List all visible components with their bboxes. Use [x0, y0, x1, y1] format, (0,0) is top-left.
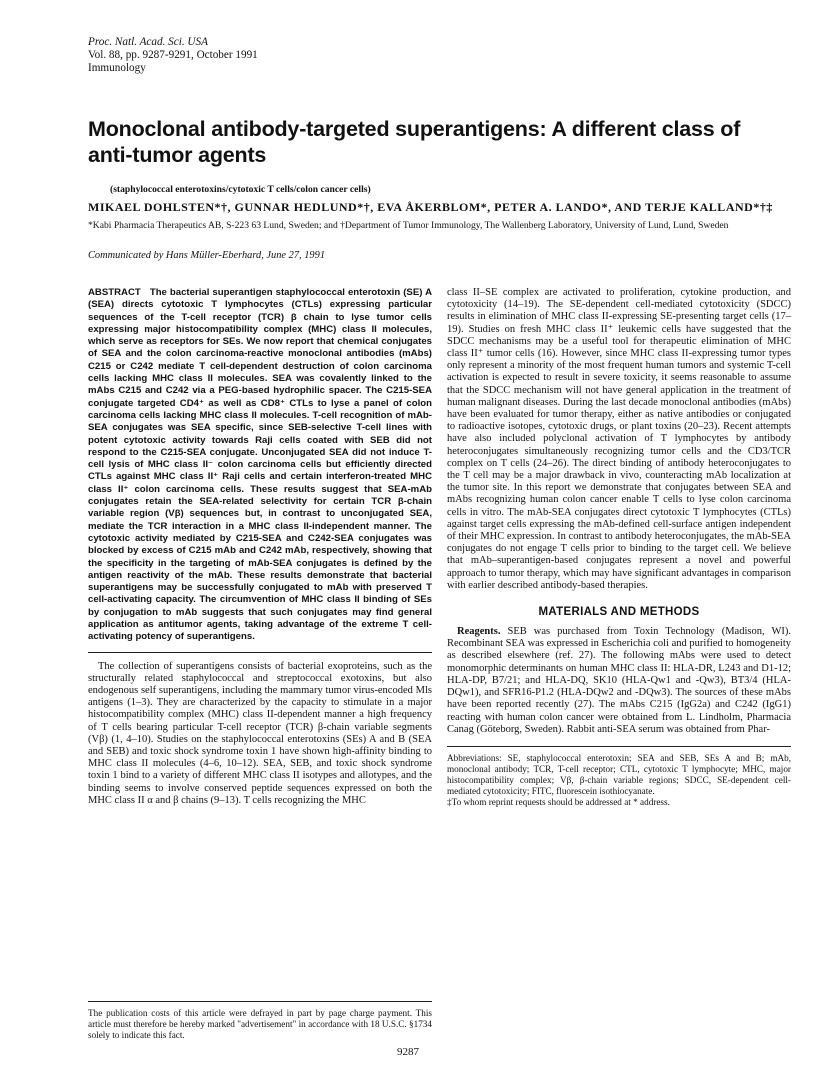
article-keywords: (staphylococcal enterotoxins/cytotoxic T cells/colon cancer cells) [110, 184, 371, 195]
methods-heading: MATERIALS AND METHODS [538, 606, 700, 619]
abstract-label: ABSTRACT [88, 287, 141, 298]
introduction-right: class II–SE complex are activated to proliferation, cytokine production, and cytotoxicity (14–19). The SE-dependent cell-mediated cytotoxicity (SDCC) results in elimination of MHC class II-expressing SE-presenting target cells (17–19). Studies on fresh MHC class II⁺ leukemic cells have suggested that the SDCC mechanisms may be a useful tool for therapeutic elimination of MHC class II⁺ tumor cells (16). However, since MHC class II-expressing tumor types only represent a minority of the most frequent human tumors and systemic T-cell activation is expected to result in severe toxicity, it seems reasonable to assume that the SDCC mechanism will not have general application in the treatment of human malignant diseases. During the last decade monoclonal antibodies (mAbs) have been evaluated for tumor therapy, either as native antibodies or conjugated to radioactive isotopes, cytotoxic drugs, or plant toxins (20–23). Recent attempts have also included polyclonal activation of T lymphocytes by antibody heteroconjugates simultaneously recognizing tumor cells and the CD3/TCR complex on T cells (24–26). The direct binding of antibody heteroconjugates to the T cell may be a major drawback in vivo, counteracting mAb localization at the tumor site. In this report we demonstrate that conjugates between SEA and mAbs recognizing human colon cancer enable T cells to lyse colon carcinoma cells in vitro. The mAb-SEA conjugates direct cytotoxic T lymphocytes (CTLs) against target cells expressing the mAb-defined cell-surface antigen independent of their MHC expression. In contrast to antibody heteroconjugates, the mAb-SEA conjugates do not engage T cells prior to binding to the target cell. We believe that mAb–superantigen-based conjugates represent a novel and powerful approach to tumor therapy, which may have significant advantages in comparison with earlier described antibody-based therapies. [447, 287, 791, 591]
journal-header [88, 36, 258, 75]
reagents-paragraph [447, 626, 791, 736]
right-column [447, 287, 791, 808]
author-list: MIKAEL DOHLSTEN*†, GUNNAR HEDLUND*†, EVA ÅKERBLOM*, PETER A. LANDO*, AND TERJE KALLAND*†‡ [88, 200, 773, 214]
reagents-label: Reagents. [457, 626, 501, 638]
left-column [88, 287, 432, 807]
communicated-by: Communicated by Hans Müller-Eberhard, June 27, 1991 [88, 250, 326, 261]
introduction-left: The collection of superantigens consists of bacterial exoproteins, such as the structurally related staphylococcal and streptococcal exotoxins, but also endogenous self superantigens, including the mammary tumor virus-encoded Mls antigens (1–3). They are characterized by the capacity to stimulate in a major histocompatibility complex (MHC) class II-dependent manner a high frequency of T cells bearing particular T-cell receptor (TCR) β-chain variable segments (Vβ) (1, 4–10). Studies on the staphylococcal enterotoxins (SEs) A and B (SEA and SEB) and toxic shock syndrome toxin 1 have shown high-affinity binding to MHC class II molecules (4–6, 10–12). SEA, SEB, and toxic shock syndrome toxin 1 bind to a variety of different MHC class II isotypes and allotypes, and the binding seems to involve conserved peptide sequences expressed on both the MHC class II α and β chains (9–13). T cells recognizing the MHC [88, 660, 432, 806]
abstract-text: The bacterial superantigen staphylococcal enterotoxin (SE) A (SEA) directs cytotoxic T lymphocytes (CTLs) expressing particular sequences of the T-cell receptor (TCR) β chain to lyse tumor cells expressing major histocompatibility complex (MHC) class II molecules, which serve as receptors for SEs. We now report that chemical conjugates of SEA and the colon carcinoma-reactive monoclonal antibodies (mAbs) C215 or C242 mediate T cell-dependent destruction of colon carcinoma cells lacking MHC class II molecules. SEA was covalently linked to the mAbs C215 and C242 via a PEG-based hydrophilic spacer. The C215-SEA conjugate targeted CD4⁺ as well as CD8⁺ CTLs to lyse a panel of colon carcinoma cells lacking MHC class II molecules. T-cell recognition of mAb-SEA conjugates was SEA specific, since SEB-selective T-cell lines with potent cytotoxic activity towards Raji cells coated with SEB did not respond to the C215-SEA conjugate. Unconjugated SEA did not induce T-cell lysis of MHC class II⁻ colon carcinoma cells but efficiently directed CTLs against MHC class II⁺ Raji cells and certain interferon-treated MHC class II⁺ colon carcinoma cells. These results suggest that SEA-mAb conjugates retain the SEA-related selectivity for certain TCR β-chain variable region (Vβ) sequences but, in contrast to unconjugated SEA, mediate the TCR interaction in a MHC class II-independent manner. The cytotoxic activity mediated by C215-SEA and C242-SEA conjugates was blocked by excess of C215 mAb and C242 mAb, respectively, showing that the specificity in the targeting of mAb-SEA conjugates is defined by the antigen reactivity of the mAb. These results demonstrate that bacterial superantigens may be successfully conjugated to mAb with preserved T cell-activating capacity. The circumvention of MHC class II binding of SEs by conjugation to mAb suggests that such conjugates may find general application as antitumor agents, taking advantage of the extreme T cell-activating potency of superantigens. [88, 287, 433, 643]
abbreviations: Abbreviations: SE, staphylococcal enterotoxin; SEA and SEB, SEs A and B; mAb, monoclonal antibody; TCR, T-cell receptor; CTL, cytotoxic T lymphocyte; MHC, major histocompatibility complex; Vβ, β-chain variable regions; SDCC, SE-dependent cell-mediated cytotoxicity; FITC, fluorescein isothiocyanate. [447, 752, 791, 796]
footnote-divider [88, 1001, 432, 1002]
page-number: 9287 [397, 1046, 419, 1058]
journal-section: Immunology [88, 62, 146, 74]
abstract [88, 287, 432, 644]
publication-footnote: The publication costs of this article were defrayed in part by page charge payment. This article must therefore be hereby marked "advertisement" in accordance with 18 U.S.C. §1734 solely to indicate this fact. [88, 1008, 432, 1040]
affiliations: *Kabi Pharmacia Therapeutics AB, S-223 63 Lund, Sweden; and †Department of Tumor Immunology, The Wallenberg Laboratory, University of Lund, Lund, Sweden [88, 220, 729, 231]
reprint-note: ‡To whom reprint requests should be addressed at * address. [447, 796, 670, 807]
abbreviations-divider [447, 746, 791, 747]
article-title: Monoclonal antibody-targeted superantigens: A different class of anti-tumor agents [88, 117, 741, 167]
journal-volume: Vol. 88, pp. 9287-9291, October 1991 [88, 49, 258, 61]
abstract-divider [88, 652, 432, 653]
reagents-text: SEB was purchased from Toxin Technology (Madison, WI). Recombinant SEA was expressed in Escherichia coli and purified to homogeneity as described elsewhere (ref. 27). The following mAbs were used to detect monomorphic determinants on human MHC class II: HLA-DR, L243 and D1-12; HLA-DP, B7/21; and HLA-DQ, SK10 (HLA-Qw1 and -Qw3), BT3/4 (HLA-DQw1), and SFR16-P1.2 (HLA-DQw2 and -DQw3). The sources of these mAbs have been reported recently (27). The mAbs C215 (IgG2a) and C242 (IgG1) reacting with human colon cancer were obtained from L. Lindholm, Pharmacia Canag (Göteborg, Sweden). Rabbit anti-SEA serum was obtained from Phar- [447, 626, 791, 735]
journal-name: Proc. Natl. Acad. Sci. USA [88, 36, 208, 48]
